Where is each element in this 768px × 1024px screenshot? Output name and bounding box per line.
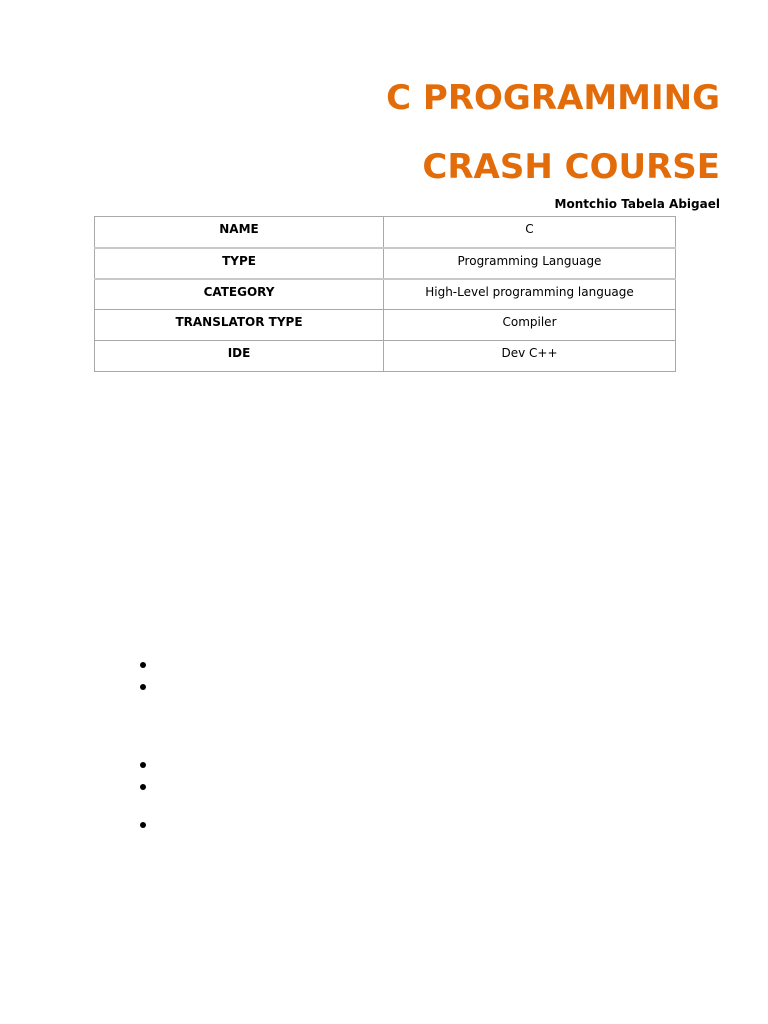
- table-row: [95, 248, 676, 279]
- bullet-point-icon: [140, 784, 146, 790]
- table-key-cell: CATEGORY: [95, 279, 384, 310]
- table-key-cell: NAME: [95, 217, 384, 248]
- bullet-point-icon: [140, 684, 146, 690]
- table-key-cell: TRANSLATOR TYPE: [95, 310, 384, 341]
- table-value-cell: Programming Language: [384, 248, 676, 279]
- bullet-point-icon: [140, 662, 146, 668]
- table-value-cell: Dev C++: [384, 341, 676, 372]
- table-row: [95, 310, 676, 341]
- info-table: [94, 216, 676, 372]
- bullet-point-icon: [140, 762, 146, 768]
- table-value-cell: High-Level programming language: [384, 279, 676, 310]
- table-row: [95, 217, 676, 248]
- table-key-cell: IDE: [95, 341, 384, 372]
- table-value-cell: C: [384, 217, 676, 248]
- table-row: [95, 279, 676, 310]
- document-title-line-1: C PROGRAMMING: [386, 78, 720, 118]
- bullet-point-icon: [140, 822, 146, 828]
- table-value-cell: Compiler: [384, 310, 676, 341]
- document-title-line-2: CRASH COURSE: [422, 147, 720, 187]
- table-key-cell: TYPE: [95, 248, 384, 279]
- author-name: Montchio Tabela Abigael: [554, 197, 720, 211]
- table-row: [95, 341, 676, 372]
